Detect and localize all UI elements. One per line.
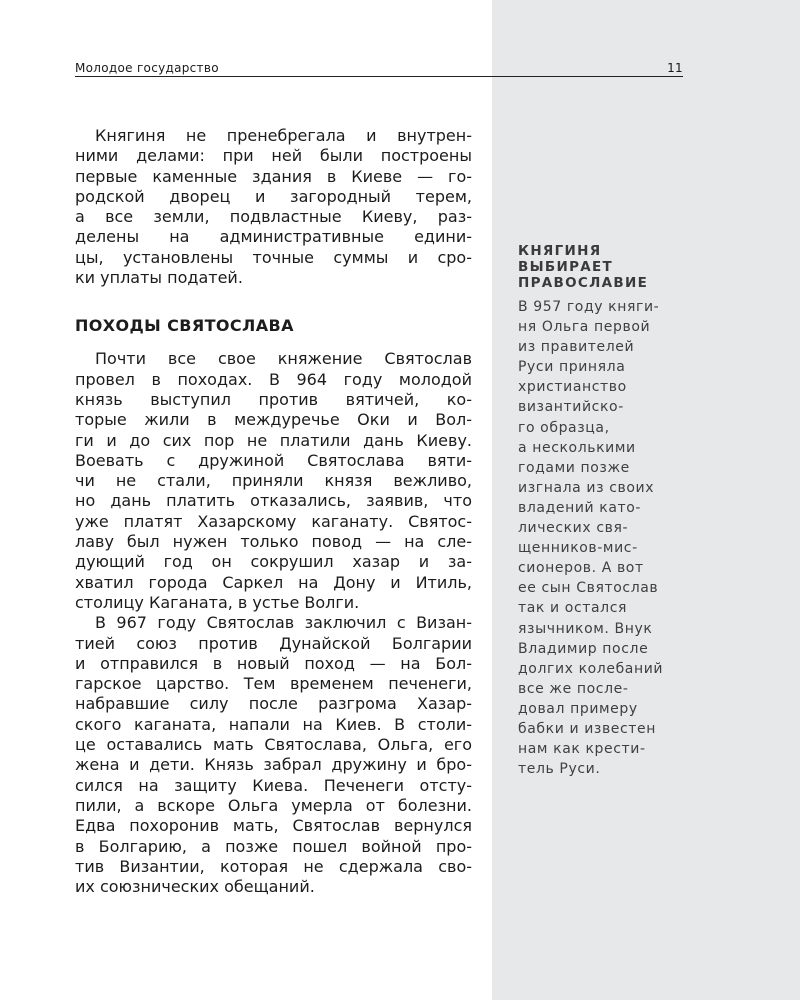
sidebar-line: а несколькими	[518, 439, 636, 456]
section-heading: ПОХОДЫ СВЯТОСЛАВА	[75, 316, 294, 336]
sidebar-line: Владимир после	[518, 640, 649, 657]
main-text-column	[75, 126, 472, 897]
text-line: пили, а вскоре Ольга умерла от болезни.	[75, 795, 472, 815]
sidebar-title-line: ВЫБИРАЕТ	[518, 259, 614, 275]
text-line: но дань платить отказались, заявив, что	[75, 491, 472, 511]
text-line: В 967 году Святослав заключил с Визан-	[95, 613, 472, 633]
sidebar-line: нам как крести-	[518, 741, 646, 758]
sidebar-line: годами позже	[518, 459, 630, 476]
sidebar-line: щенников-мис-	[518, 540, 638, 557]
text-line: лаву был нужен только повод — на сле-	[75, 532, 472, 552]
text-line: а все земли, подвластные Киеву, раз-	[75, 207, 472, 227]
sidebar-line: В 957 году княги-	[518, 299, 660, 315]
paragraph-internal-affairs	[75, 126, 472, 288]
sidebar-title	[518, 243, 688, 291]
text-line: ского каганата, напали на Киев. В столи-	[75, 714, 472, 734]
text-line: делены на административные едини-	[75, 227, 472, 247]
paragraph-bulgaria	[75, 613, 472, 897]
text-line: цы, установлены точные суммы и сро-	[75, 247, 472, 267]
sidebar-line: ня Ольга первой	[518, 319, 651, 336]
text-line: Воевать с дружиной Святослава вяти-	[75, 450, 472, 470]
sidebar-line: довал примеру	[518, 700, 638, 717]
text-line: тией союз против Дунайской Болгарии	[75, 633, 472, 653]
text-line: це оставались мать Святослава, Ольга, его	[75, 735, 472, 755]
text-line: дующий год он сокрушил хазар и за-	[75, 552, 472, 572]
sidebar-line: долгих колебаний	[518, 660, 664, 677]
text-line: столицу Каганата, в устье Волги.	[75, 592, 360, 612]
sidebar-line: из правителей	[518, 339, 635, 356]
sidebar-line: так и остался	[518, 600, 628, 617]
sidebar-line: Руси приняла	[518, 359, 626, 376]
text-line: хватил города Саркел на Дону и Итиль,	[75, 572, 472, 592]
text-line: в Болгарию, а позже пошел войной про-	[75, 836, 472, 856]
text-line: ними делами: при ней были построены	[75, 146, 472, 166]
text-line: жена и дети. Князь забрал дружину и бро-	[75, 755, 472, 775]
page-number: 11	[667, 61, 683, 75]
text-line: Почти все свое княжение Святослав	[95, 349, 472, 369]
paragraph-campaigns	[75, 349, 472, 613]
running-header	[75, 60, 683, 77]
text-line: Едва похоронив мать, Святослав вернулся	[75, 816, 472, 836]
sidebar-line: го образца,	[518, 419, 610, 436]
sidebar-line: византийско-	[518, 399, 624, 416]
sidebar-line: сионеров. А вот	[518, 560, 644, 577]
text-line: торые жили в междуречье Оки и Вол-	[75, 410, 472, 430]
text-line: провел в походах. В 964 году молодой	[75, 369, 472, 389]
section-title: Молодое государство	[75, 61, 219, 75]
sidebar-line: все же после-	[518, 680, 629, 697]
sidebar-line: ее сын Святослав	[518, 580, 659, 597]
text-line: уже платят Хазарскому каганату. Святос-	[75, 511, 472, 531]
text-line: ги и до сих пор не платили дань Киеву.	[75, 430, 472, 450]
text-line: тив Византии, которая не сдержала сво-	[75, 856, 472, 876]
sidebar-line: христианство	[518, 379, 627, 396]
text-line: Княгиня не пренебрегала и внутрен-	[95, 126, 472, 145]
sidebar-line: владений като-	[518, 499, 642, 516]
text-line: и отправился в новый поход — на Бол-	[75, 653, 472, 673]
text-line: первые каменные здания в Киеве — го-	[75, 166, 472, 186]
text-line: их союзнических обещаний.	[75, 877, 315, 897]
sidebar-line: язычником. Внук	[518, 620, 653, 637]
text-line: набравшие силу после разгрома Хазар-	[75, 694, 472, 714]
sidebar-title-line: КНЯГИНЯ	[518, 243, 602, 259]
text-line: князь выступил против вятичей, ко-	[75, 389, 472, 409]
text-line: сился на защиту Киева. Печенеги отсту-	[75, 775, 472, 795]
sidebar-title-line: ПРАВОСЛАВИЕ	[518, 275, 649, 291]
text-line: чи не стали, приняли князя вежливо,	[75, 471, 472, 491]
sidebar-line: лических свя-	[518, 520, 629, 537]
sidebar-note	[518, 243, 688, 779]
text-line: гарское царство. Тем временем печенеги,	[75, 674, 472, 694]
sidebar-line: бабки и известен	[518, 720, 657, 737]
text-line: родской дворец и загородный терем,	[75, 186, 472, 206]
sidebar-line: изгнала из своих	[518, 479, 655, 496]
text-line: ки уплаты податей.	[75, 268, 243, 288]
sidebar-body	[518, 297, 688, 779]
sidebar-line: тель Руси.	[518, 761, 601, 778]
